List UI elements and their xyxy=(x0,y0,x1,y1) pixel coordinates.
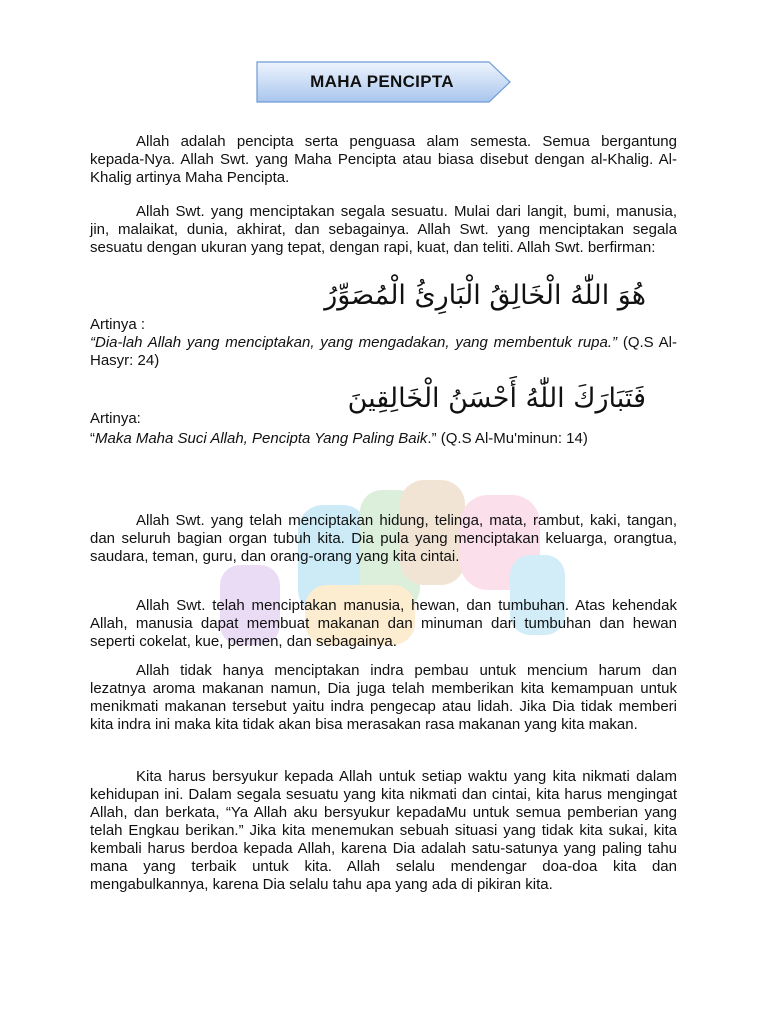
paragraph-2: Allah Swt. yang menciptakan segala sesuatu. Mulai dari langit, bumi, manusia, jin, malaikat, dunia, akhirat, dan sebagainya. Allah Swt. yang menciptakan segala sesuatu dengan ukuran yang tepat, dengan rapi, kuat, dan teliti. Allah Swt. berfirman: xyxy=(90,203,677,256)
reference-1: (Q.S Al-Hasyr: 24) xyxy=(90,334,677,369)
reference-2: (Q.S Al-Mu'minun: 14) xyxy=(436,430,588,447)
paragraph-1: Allah adalah pencipta serta penguasa alam semesta. Semua bergantung kepada-Nya. Allah Swt. yang Maha Pencipta atau biasa disebut dengan al-Khalig. Al-Khalig artinya Maha Pencipta. xyxy=(90,133,677,186)
title-banner xyxy=(256,61,512,103)
translation-2-text: Maka Maha Suci Allah, Pencipta Yang Paling Baik xyxy=(95,430,428,447)
page-title: MAHA PENCIPTA xyxy=(310,72,454,91)
translation-2: “Maka Maha Suci Allah, Pencipta Yang Paling Baik.” (Q.S Al-Mu'minun: 14) xyxy=(90,430,588,447)
arabic-verse-1: هُوَ اللّٰهُ الْخَالِقُ الْبَارِئُ الْمُصَوِّرُ xyxy=(324,280,646,311)
paragraph-3: Allah Swt. yang telah menciptakan hidung, telinga, mata, rambut, kaki, tangan, dan seluruh bagian organ tubuh kita. Dia pula yang menciptakan keluarga, orangtua, saudara, teman, guru, dan orang-orang yang kita cintai. xyxy=(90,512,677,565)
artinya-label-2: Artinya: xyxy=(90,410,141,427)
paragraph-4: Allah Swt. telah menciptakan manusia, hewan, dan tumbuhan. Atas kehendak Allah, manusia dapat membuat makanan dan minuman dari tumbuhan dan hewan seperti cokelat, kue, permen, dan sebagainya. xyxy=(90,597,677,650)
arabic-verse-2: فَتَبَارَكَ اللّٰهُ أَحْسَنُ الْخَالِقِينَ xyxy=(347,383,646,414)
translation-1 xyxy=(90,334,677,370)
artinya-label-1: Artinya : xyxy=(90,316,146,333)
paragraph-6: Kita harus bersyukur kepada Allah untuk setiap waktu yang kita nikmati dalam kehidupan ini. Dalam segala sesuatu yang kita nikmati dan cintai, kita harus mengingat Allah, dan berkata, “Ya Allah aku bersyukur kepadaMu untuk semua pemberian yang telah Engkau berikan.” Jika kita menemukan sebuah situasi yang tidak kita sukai, kita kembali harus berdoa kepada Allah, karena Dia adalah satu-satunya yang paling tahu mana yang terbaik untuk kita. Allah selalu mendengar doa-doa kita dan mengabulkannya, karena Dia selalu tahu apa yang ada di pikiran kita. xyxy=(90,768,677,893)
translation-1-text: “Dia-lah Allah yang menciptakan, yang mengadakan, yang membentuk rupa.” xyxy=(90,334,618,351)
paragraph-5: Allah tidak hanya menciptakan indra pembau untuk mencium harum dan lezatnya aroma makanan namun, Dia juga telah memberikan kita kemampuan untuk menikmati makanan tersebut yaitu indra pengecap atau lidah. Jika Dia tidak memberi kita indra ini maka kita tidak akan bisa merasakan rasa makanan yang kita makan. xyxy=(90,662,677,733)
